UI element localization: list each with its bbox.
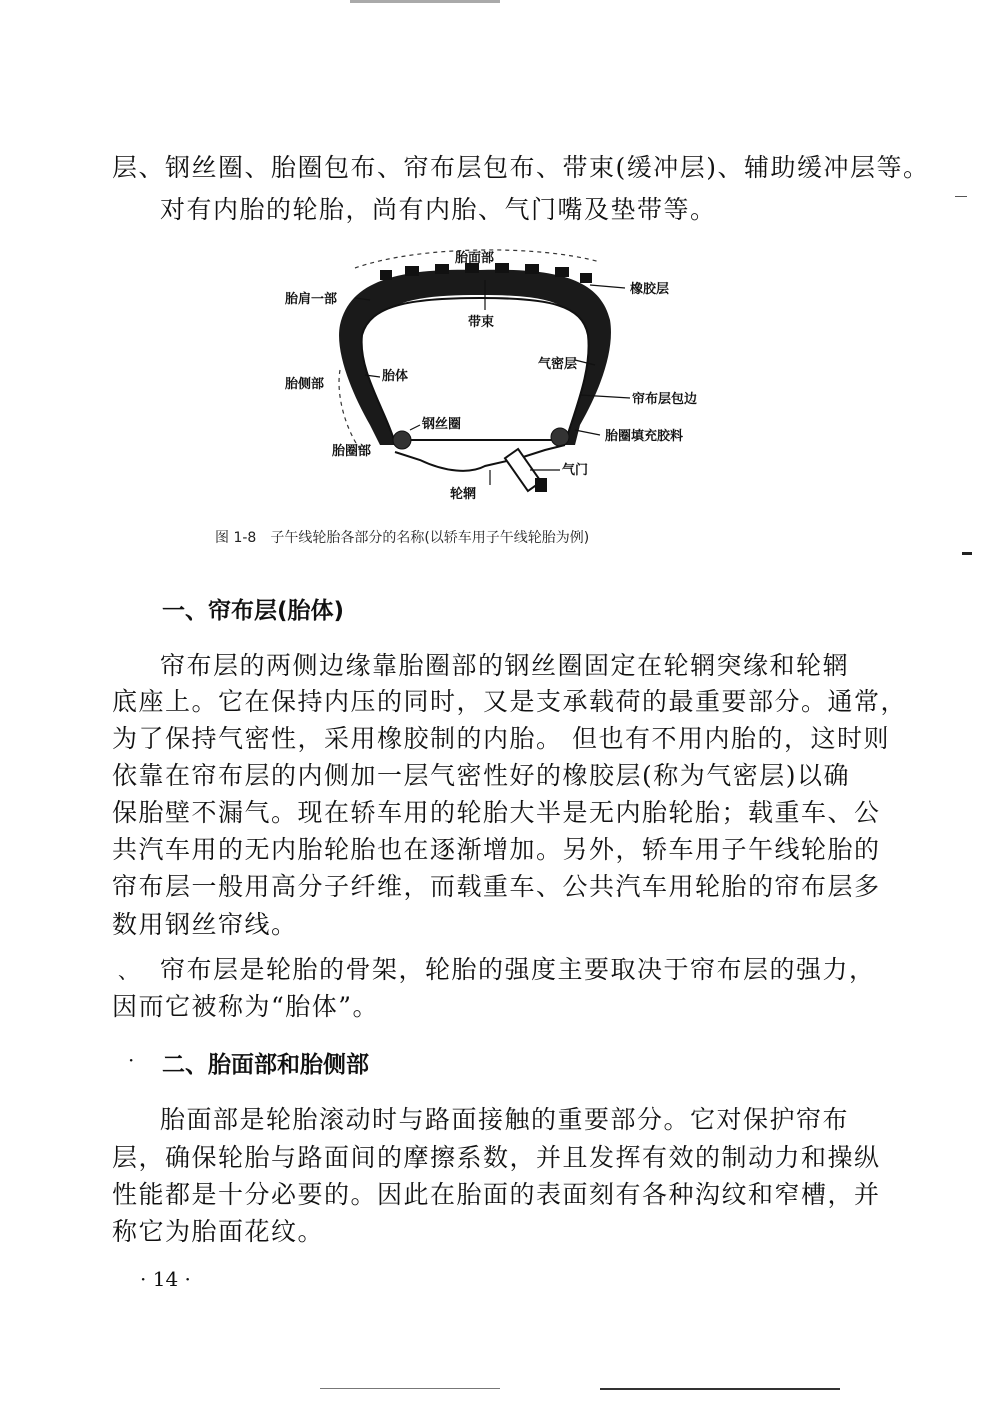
label-rubber-layer: 橡胶层 xyxy=(630,282,670,297)
section2-line-2: 层，确保轮胎与路面间的摩擦系数，并且发挥有效的制动力和操纵 xyxy=(112,1143,881,1172)
section1-line-5: 保胎壁不漏气。现在轿车用的轮胎大半是无内胎轮胎；载重车、公 xyxy=(112,798,881,827)
scan-artifact-right-1 xyxy=(955,196,967,197)
tire-cross-section-figure xyxy=(270,240,730,510)
label-belt: 带束 xyxy=(468,315,495,330)
label-inner-liner: 气密层 xyxy=(538,357,578,372)
label-carcass: 胎体 xyxy=(382,369,409,384)
label-valve: 气门 xyxy=(562,463,589,478)
page-number: · 14 · xyxy=(140,1267,191,1291)
label-bead-filler: 胎圈填充胶料 xyxy=(605,429,684,444)
bead-left xyxy=(393,431,411,449)
section1-line-8: 数用钢丝帘线。 xyxy=(112,910,298,939)
scan-artifact-right-2 xyxy=(962,552,972,555)
bead-right xyxy=(551,428,569,446)
label-sidewall: 胎侧部 xyxy=(285,377,325,392)
section1-line-6: 共汽车用的无内胎轮胎也在逐渐增加。另外，轿车用子午线轮胎的 xyxy=(112,835,881,864)
section1-para2-line-1: 帘布层是轮胎的骨架，轮胎的强度主要取决于帘布层的强力， xyxy=(160,955,876,984)
label-bead: 胎圈部 xyxy=(332,444,372,459)
scan-artifact-bottom-2 xyxy=(320,1388,500,1389)
label-ply-wrap: 帘布层包边 xyxy=(632,392,698,407)
label-bead-wire: 钢丝圈 xyxy=(422,417,462,432)
label-shoulder: 胎肩一部 xyxy=(285,292,338,307)
label-tread: 胎面部 xyxy=(455,251,495,266)
section2-line-1: 胎面部是轮胎滚动时与路面接触的重要部分。它对保护帘布 xyxy=(160,1105,850,1134)
scan-artifact-bottom xyxy=(600,1388,840,1390)
section2-line-3: 性能都是十分必要的。因此在胎面的表面刻有各种沟纹和窄槽，并 xyxy=(112,1180,881,1209)
scan-artifact-top xyxy=(350,0,500,3)
intro-line-2: 对有内胎的轮胎，尚有内胎、气门嘴及垫带等。 xyxy=(160,195,717,224)
section1-para2-line-2: 因而它被称为“胎体”。 xyxy=(112,992,380,1021)
intro-line-1: 层、钢丝圈、胎圈包布、帘布层包布、带束(缓冲层)、辅助缓冲层等。 xyxy=(112,153,930,182)
section-1-heading: 一、帘布层(胎体) xyxy=(162,598,345,624)
rim-shape xyxy=(395,445,565,471)
section-2-heading: 二、胎面部和胎侧部 xyxy=(162,1052,369,1078)
label-rim: 轮辋 xyxy=(450,487,477,502)
margin-mark-1: 、 xyxy=(118,959,138,983)
section1-line-4: 依靠在帘布层的内侧加一层气密性好的橡胶层(称为气密层)以确 xyxy=(112,761,851,790)
section1-line-1: 帘布层的两侧边缘靠胎圈部的钢丝圈固定在轮辋突缘和轮辋 xyxy=(160,651,850,680)
figure-caption: 图 1-8 子午线轮胎各部分的名称(以轿车用子午线轮胎为例) xyxy=(215,530,590,546)
section1-line-2: 底座上。它在保持内压的同时，又是支承载荷的最重要部分。通常， xyxy=(112,687,908,716)
section1-line-3: 为了保持气密性，采用橡胶制的内胎。 但也有不用内胎的，这时则 xyxy=(112,724,890,753)
margin-mark-2: · xyxy=(128,1048,135,1072)
section2-line-4: 称它为胎面花纹。 xyxy=(112,1217,325,1246)
section1-line-7: 帘布层一般用高分子纤维，而载重车、公共汽车用轮胎的帘布层多 xyxy=(112,872,881,901)
